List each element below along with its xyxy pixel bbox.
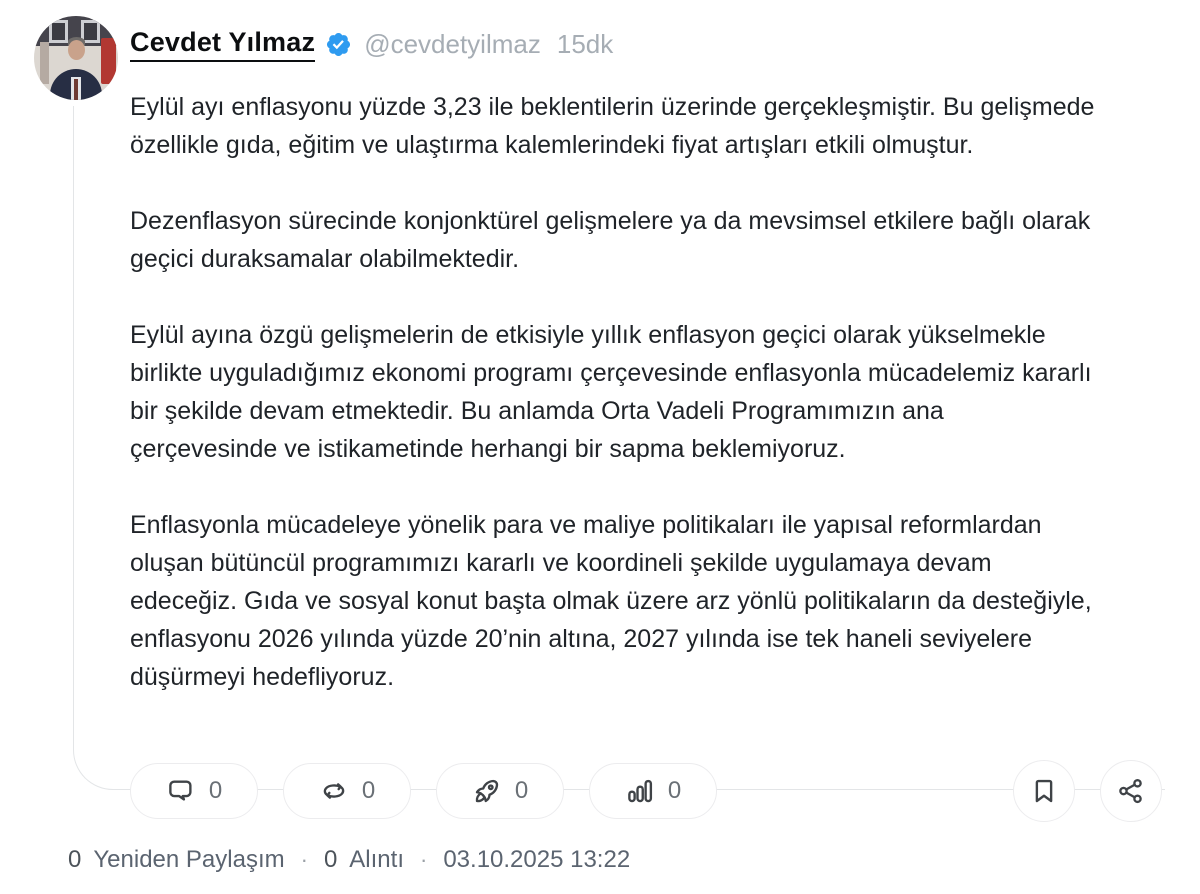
repost-total-count[interactable]: 0 xyxy=(68,846,82,873)
post-paragraph: Dezenflasyon sürecinde konjonktürel gelişmelere ya da mevsimsel etkilere bağlı olarak geçici duraksamalar olabilmektedir. xyxy=(130,207,1091,273)
bookmark-icon xyxy=(1029,776,1059,806)
stats-icon xyxy=(625,776,655,806)
boost-button[interactable] xyxy=(436,763,564,819)
stats-button[interactable] xyxy=(589,763,717,819)
comment-button[interactable] xyxy=(130,763,258,819)
avatar-flag-red xyxy=(101,38,116,84)
share-button[interactable] xyxy=(1100,760,1162,822)
repost-count: 0 xyxy=(361,777,376,804)
author-name[interactable]: Cevdet Yılmaz xyxy=(130,27,315,62)
post-body xyxy=(130,88,1098,734)
avatar-person-face xyxy=(68,40,85,60)
avatar-person-tie xyxy=(74,79,78,100)
avatar[interactable] xyxy=(34,16,118,100)
boost-count: 0 xyxy=(514,777,529,804)
quote-total-count[interactable]: 0 xyxy=(323,846,338,873)
post-datetime: 03.10.2025 13:22 xyxy=(443,846,631,873)
comment-count: 0 xyxy=(208,777,223,804)
post-paragraph: Enflasyonla mücadeleye yönelik para ve maliye politikaları ile yapısal reformlardan oluşan bütüncül programımızı kararlı ve koordineli şekilde uygulamaya devam edeceğiz. Gıda ve sosyal konut başta olmak üzere arz yönlü politikaların da desteğiyle, enflasyonu 2026 yılında yüzde 20’nin altına, 2027 yılında ise tek haneli seviyelere düşürmeyi hedefliyoruz. xyxy=(130,511,1092,691)
post-footer-stats xyxy=(68,846,630,874)
avatar-flag-left xyxy=(40,42,49,84)
author-handle[interactable]: @cevdetyilmaz xyxy=(364,29,541,60)
action-bar xyxy=(130,761,1162,821)
post-timestamp[interactable]: 15dk xyxy=(556,29,614,60)
repost-icon xyxy=(319,776,349,806)
rocket-icon xyxy=(472,776,502,806)
post-paragraph: Eylül ayına özgü gelişmelerin de etkisiyle yıllık enflasyon geçici olarak yükselmekle birlikte uyguladığımız ekonomi programı çerçevesinde enflasyonla mücadelemiz kararlı bir şekilde devam etmektedir. Bu anlamda Orta Vadeli Programımızın ana çerçevesinde ve istikametinde herhangi bir sapma beklemiyoruz. xyxy=(130,321,1092,463)
repost-total-label[interactable]: Yeniden Paylaşım xyxy=(93,846,285,873)
post-paragraph: Eylül ayı enflasyonu yüzde 3,23 ile beklentilerin üzerinde gerçekleşmiştir. Bu gelişmede özellikle gıda, eğitim ve ulaştırma kalemlerindeki fiyat artışları etkili olmuştur. xyxy=(130,93,1095,159)
comment-icon xyxy=(166,776,196,806)
post-header xyxy=(130,27,613,62)
bookmark-button[interactable] xyxy=(1013,760,1075,822)
footer-separator: · xyxy=(300,847,308,872)
stats-count: 0 xyxy=(667,777,682,804)
repost-button[interactable] xyxy=(283,763,411,819)
share-icon xyxy=(1116,776,1146,806)
quote-total-label[interactable]: Alıntı xyxy=(349,846,404,873)
verified-badge-icon xyxy=(325,31,352,58)
avatar-photo-frame xyxy=(49,20,68,43)
footer-separator: · xyxy=(420,847,428,872)
